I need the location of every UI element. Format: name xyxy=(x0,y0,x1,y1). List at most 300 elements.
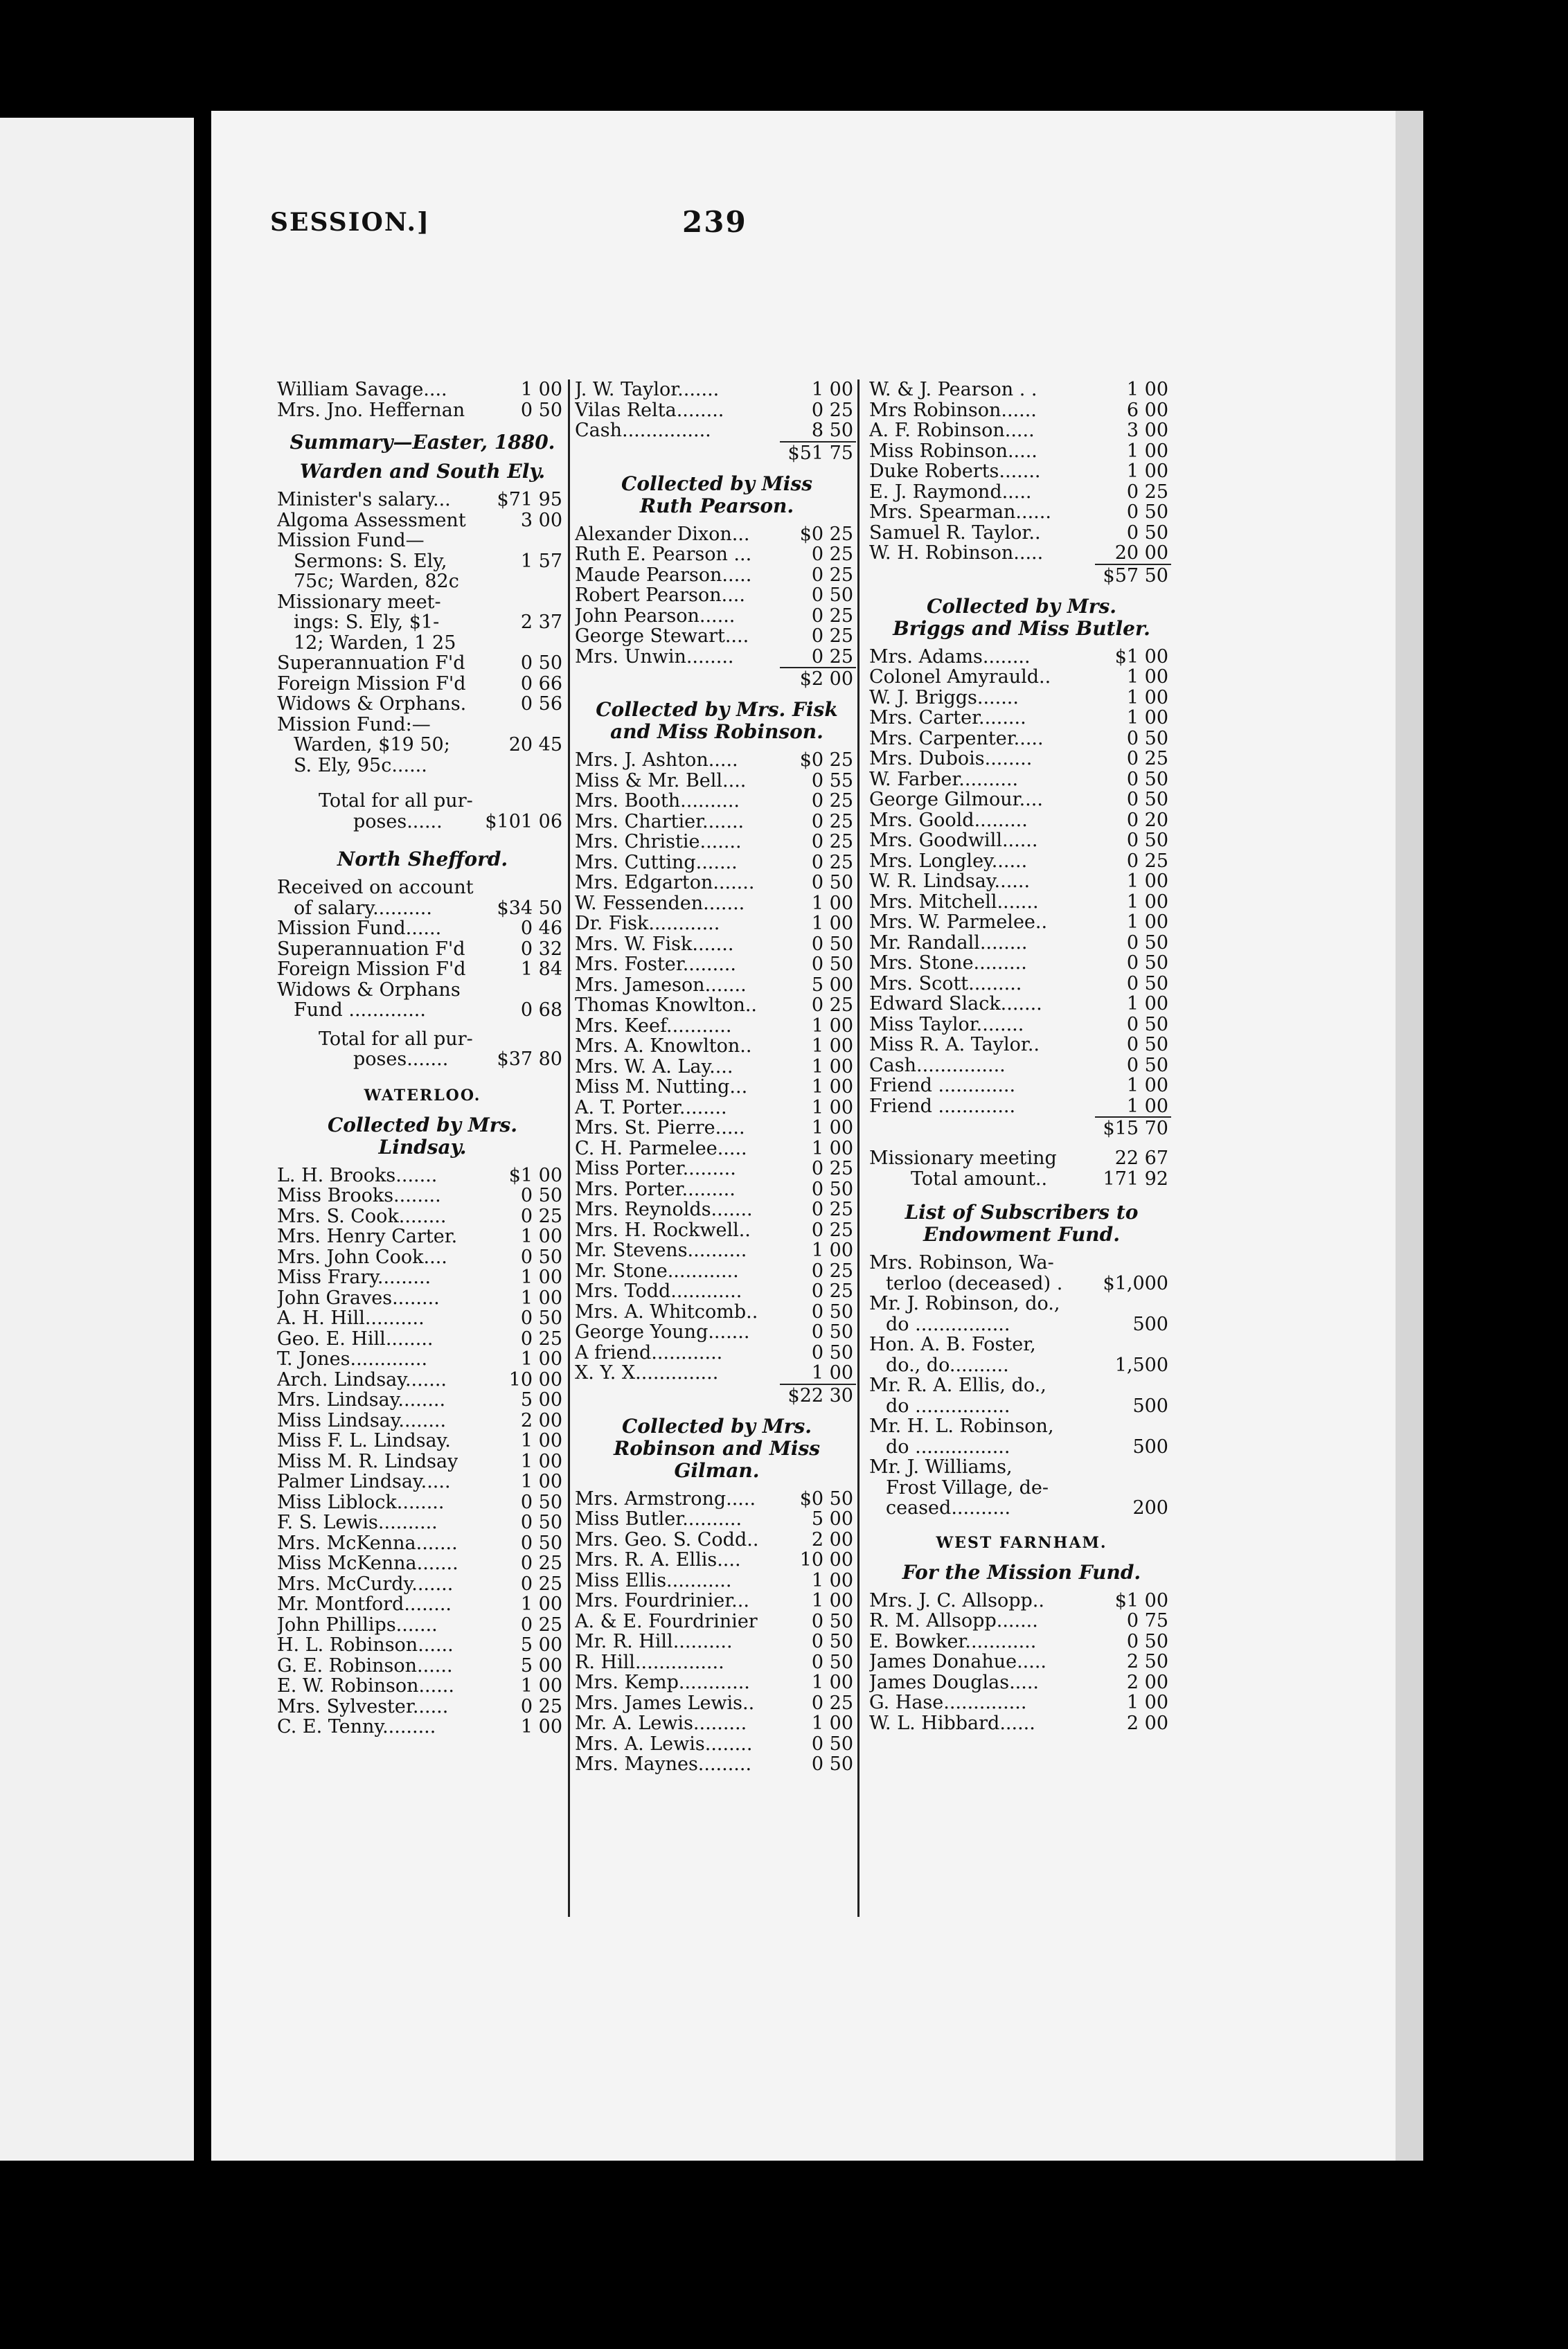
list-item xyxy=(277,592,568,613)
entry-amount: 0 50 xyxy=(520,399,562,421)
list-item xyxy=(575,1016,859,1037)
list-item xyxy=(575,1363,859,1384)
entry-name: Frost Village, de- xyxy=(886,1477,1049,1498)
list-item xyxy=(575,1138,859,1159)
entry-name: Vilas Relta........ xyxy=(575,400,724,420)
entry-name: Mrs. Kemp............ xyxy=(575,1672,750,1693)
entry-amount: 1 00 xyxy=(811,1137,853,1159)
entry-amount: 2 37 xyxy=(520,611,562,633)
list-item xyxy=(277,653,568,674)
entry-name: Mrs. McKenna....... xyxy=(277,1533,458,1553)
entry-amount: 1 00 xyxy=(811,1076,853,1098)
summary-heading: Summary—Easter, 1880. xyxy=(289,431,555,454)
list-item xyxy=(869,1314,1174,1335)
entry-name: Mrs. Unwin........ xyxy=(575,646,734,667)
entry-name: Mission Fund— xyxy=(277,530,425,551)
entry-amount: 1 00 xyxy=(520,1226,562,1247)
entry-name: Miss & Mr. Bell.... xyxy=(575,770,747,791)
entry-name: Miss Porter......... xyxy=(575,1159,736,1179)
list-item xyxy=(575,1530,859,1551)
entry-amount: 0 25 xyxy=(811,1158,853,1179)
entry-amount: 0 25 xyxy=(811,625,853,647)
entry-name: C. E. Tenny......... xyxy=(277,1717,436,1738)
entry-name: 75c; Warden, 82c xyxy=(294,571,459,592)
entry-amount: 1 00 xyxy=(1126,870,1168,892)
entry-name: Mrs. Jno. Heffernan xyxy=(277,400,465,420)
list-item xyxy=(869,1035,1174,1055)
entry-name: Mrs. Jameson....... xyxy=(575,974,747,995)
entry-name: Mrs. J. Ashton..... xyxy=(575,750,738,771)
entry-amount: 0 50 xyxy=(520,1246,562,1268)
gilman-list xyxy=(575,1489,859,1775)
list-item xyxy=(277,1247,568,1268)
entry-amount: 2 00 xyxy=(1126,1712,1168,1734)
list-item xyxy=(575,1611,859,1632)
entry-amount: 0 50 xyxy=(811,1178,853,1200)
list-item xyxy=(575,1591,859,1611)
list-item xyxy=(575,1734,859,1755)
list-item xyxy=(277,1186,568,1206)
entry-name: Mrs. Armstrong..... xyxy=(575,1488,756,1509)
entry-name: Alexander Dixon... xyxy=(575,524,750,544)
entry-amount: 0 50 xyxy=(1126,830,1168,851)
entry-name: R. M. Allsopp....... xyxy=(869,1611,1038,1632)
endowment-heading: List of Subscribers to Endowment Fund. xyxy=(905,1201,1139,1246)
entry-amount: 0 25 xyxy=(1126,850,1168,872)
list-item xyxy=(575,812,859,832)
entry-name: E. Bowker............ xyxy=(869,1631,1037,1652)
entry-amount: 500 xyxy=(1132,1436,1168,1458)
column-1 xyxy=(277,379,568,1738)
list-item xyxy=(277,1533,568,1554)
entry-name: do ................ xyxy=(886,1436,1010,1457)
pearson-total: $2 00 xyxy=(575,667,859,692)
entry-name: Received on account xyxy=(277,877,474,898)
list-item xyxy=(277,1512,568,1533)
entry-name: Palmer Lindsay..... xyxy=(277,1472,451,1492)
list-item xyxy=(277,1226,568,1247)
entry-amount: 0 25 xyxy=(811,605,853,627)
page-edge xyxy=(1396,111,1423,2161)
entry-name: A. F. Robinson..... xyxy=(869,420,1035,441)
entry-name: Mrs. W. Parmelee.. xyxy=(869,912,1048,933)
entry-name: Mrs. Maynes......... xyxy=(575,1754,752,1775)
farnham-list xyxy=(869,1591,1174,1734)
entry-name: Widows & Orphans xyxy=(277,979,461,1000)
entry-name: Mrs. Stone......... xyxy=(869,953,1027,974)
entry-amount: 1 00 xyxy=(1126,1692,1168,1713)
entry-name: W. J. Briggs....... xyxy=(869,687,1019,708)
entry-amount: 1 57 xyxy=(520,550,562,572)
entry-name: Colonel Amyrauld.. xyxy=(869,667,1051,688)
list-item xyxy=(869,1096,1174,1117)
entry-amount: $1 00 xyxy=(508,1164,562,1186)
list-item xyxy=(575,1261,859,1282)
list-item xyxy=(575,1713,859,1734)
entry-amount: 3 00 xyxy=(520,509,562,531)
entry-amount: 0 25 xyxy=(811,645,853,668)
entry-amount: 0 50 xyxy=(520,1491,562,1513)
entry-name: Miss McKenna....... xyxy=(277,1553,458,1574)
north-list xyxy=(277,877,568,1021)
list-item xyxy=(869,647,1174,668)
list-item xyxy=(575,647,859,668)
entry-name: Cash............... xyxy=(869,1055,1006,1075)
list-item xyxy=(277,1553,568,1574)
list-item xyxy=(575,1302,859,1323)
list-item xyxy=(277,1288,568,1309)
entry-name: Foreign Mission F'd xyxy=(277,959,466,980)
col3-top-list xyxy=(869,379,1174,564)
entry-amount: 0 50 xyxy=(811,1341,853,1364)
entry-amount: 0 46 xyxy=(520,918,562,939)
entry-amount: 0 50 xyxy=(811,1651,853,1673)
list-item xyxy=(277,400,568,421)
entry-name: H. L. Robinson...... xyxy=(277,1635,454,1656)
entry-name: Miss Butler.......... xyxy=(575,1509,742,1530)
list-item xyxy=(869,461,1174,482)
list-item xyxy=(869,892,1174,913)
entry-name: Miss M. R. Lindsay xyxy=(277,1451,458,1472)
entry-name: W. H. Robinson..... xyxy=(869,543,1044,564)
list-item xyxy=(277,612,568,633)
list-item xyxy=(869,441,1174,462)
entry-amount: 0 50 xyxy=(811,584,853,606)
col2-top-total: $51 75 xyxy=(575,441,859,466)
entry-name: Miss Frary......... xyxy=(277,1267,431,1288)
entry-name: George Gilmour.... xyxy=(869,789,1043,810)
entry-name: W. L. Hibbard...... xyxy=(869,1713,1035,1733)
entry-name: W. Fessenden....... xyxy=(575,893,745,913)
entry-amount: 1 00 xyxy=(520,1430,562,1452)
entry-name: 12; Warden, 1 25 xyxy=(294,632,456,653)
list-item xyxy=(575,852,859,873)
entry-name: Mrs. Lindsay........ xyxy=(277,1390,446,1411)
entry-name: S. Ely, 95c...... xyxy=(294,755,427,776)
entry-amount: 5 00 xyxy=(811,974,853,996)
entry-name: George Stewart.... xyxy=(575,626,749,647)
entry-amount: 5 00 xyxy=(811,1508,853,1530)
list-item xyxy=(869,810,1174,831)
list-item xyxy=(575,1118,859,1138)
list-item xyxy=(575,1632,859,1652)
list-item xyxy=(869,1478,1174,1499)
entry-name: Mrs. A. Knowlton.. xyxy=(575,1036,752,1057)
entry-name: Mrs. Henry Carter. xyxy=(277,1226,458,1247)
fisk-list xyxy=(575,750,859,1384)
entry-name: Mission Fund:— xyxy=(277,714,431,735)
list-item xyxy=(277,1370,568,1391)
entry-amount: 0 50 xyxy=(1126,1054,1168,1076)
entry-amount: 20 45 xyxy=(508,734,562,756)
entry-name: Mr. R. Hill.......... xyxy=(575,1632,733,1652)
list-item xyxy=(575,565,859,586)
entry-name: Mrs. St. Pierre..... xyxy=(575,1118,745,1138)
entry-name: Geo. E. Hill........ xyxy=(277,1328,434,1349)
entry-amount: 0 50 xyxy=(811,1733,853,1755)
entry-amount: 0 25 xyxy=(811,1692,853,1714)
list-item xyxy=(869,1632,1174,1652)
entry-name: Warden, $19 50; xyxy=(294,735,450,756)
entry-amount: 0 25 xyxy=(520,1328,562,1350)
entry-name: terloo (deceased) . xyxy=(886,1273,1063,1294)
entry-amount: 1 00 xyxy=(811,1590,853,1611)
list-item xyxy=(869,1075,1174,1096)
entry-name: Mrs. Todd............ xyxy=(575,1281,742,1302)
entry-amount: 0 25 xyxy=(811,1260,853,1282)
entry-name: Hon. A. B. Foster, xyxy=(869,1334,1036,1355)
entry-amount: 0 25 xyxy=(811,544,853,565)
entry-name: Samuel R. Taylor.. xyxy=(869,522,1041,543)
list-item xyxy=(575,791,859,812)
entry-amount: 0 50 xyxy=(811,1301,853,1323)
entry-amount: 0 50 xyxy=(520,1307,562,1329)
entry-name: Mrs. A. Whitcomb.. xyxy=(575,1301,758,1322)
entry-name: Mr. R. A. Ellis, do., xyxy=(869,1375,1046,1396)
list-item xyxy=(575,995,859,1016)
list-item xyxy=(277,530,568,551)
list-item xyxy=(277,877,568,898)
total-amount: Total amount.. 171 92 xyxy=(911,1168,1168,1190)
waterloo-heading: WATERLOO. xyxy=(364,1086,481,1105)
entry-name: Miss Ellis........... xyxy=(575,1570,732,1591)
entry-name: G. E. Robinson...... xyxy=(277,1655,453,1676)
entry-name: Dr. Fisk............ xyxy=(575,913,720,934)
entry-amount: 200 xyxy=(1132,1497,1168,1519)
list-item xyxy=(575,873,859,893)
entry-name: William Savage.... xyxy=(277,379,447,400)
entry-amount: 0 50 xyxy=(811,933,853,955)
list-item xyxy=(869,1334,1174,1355)
entry-name: Missionary meet- xyxy=(277,591,441,612)
entry-name: E. J. Raymond..... xyxy=(869,481,1032,502)
entry-name: Miss Brooks........ xyxy=(277,1186,441,1206)
list-item xyxy=(575,1098,859,1118)
entry-amount: 0 20 xyxy=(1126,809,1168,831)
list-item xyxy=(869,933,1174,954)
entry-name: Mrs. Geo. S. Codd.. xyxy=(575,1529,759,1550)
entry-amount: 20 00 xyxy=(1114,542,1168,564)
entry-name: ceased.......... xyxy=(886,1498,1011,1519)
entry-amount: 0 25 xyxy=(520,1573,562,1595)
entry-amount: 0 66 xyxy=(520,672,562,695)
entry-name: Arch. Lindsay....... xyxy=(277,1369,447,1390)
entry-amount: 1 00 xyxy=(811,1035,853,1057)
list-item xyxy=(277,1697,568,1717)
entry-amount: 0 50 xyxy=(811,1753,853,1775)
list-item xyxy=(277,1308,568,1329)
entry-amount: 0 25 xyxy=(811,994,853,1016)
list-item xyxy=(869,769,1174,790)
entry-amount: 5 00 xyxy=(520,1654,562,1677)
entry-name: W. R. Lindsay...... xyxy=(869,871,1031,892)
entry-amount: 0 25 xyxy=(520,1695,562,1717)
list-item xyxy=(869,400,1174,421)
entry-name: A. & E. Fourdrinier xyxy=(575,1611,758,1632)
fisk-heading: Collected by Mrs. Fisk and Miss Robinson. xyxy=(596,698,838,743)
list-item xyxy=(575,1754,859,1775)
entry-name: Mrs. Foster......... xyxy=(575,954,736,975)
entry-name: Mrs. Mitchell....... xyxy=(869,891,1039,912)
list-item xyxy=(575,1159,859,1179)
entry-name: Mrs. Booth.......... xyxy=(575,791,740,812)
list-item xyxy=(277,1411,568,1431)
entry-amount: 0 25 xyxy=(811,1280,853,1302)
entry-amount: 0 25 xyxy=(520,1553,562,1574)
entry-amount: 0 25 xyxy=(811,851,853,873)
list-item xyxy=(277,1165,568,1186)
entry-amount: 1 00 xyxy=(1126,461,1168,482)
list-item xyxy=(277,1206,568,1227)
entry-amount: 0 25 xyxy=(811,810,853,832)
total-all-purposes-2: poses....... $37 80 xyxy=(353,1048,562,1070)
list-item xyxy=(277,510,568,531)
list-item xyxy=(575,832,859,852)
fisk-total: $22 30 xyxy=(575,1384,859,1409)
entry-amount: 1 00 xyxy=(811,913,853,934)
list-item xyxy=(277,735,568,756)
entry-amount: 2 00 xyxy=(811,1528,853,1551)
entry-name: Friend ............. xyxy=(869,1096,1016,1116)
entry-amount: 5 00 xyxy=(520,1389,562,1411)
entry-name: A friend............ xyxy=(575,1342,723,1363)
entry-amount: 0 25 xyxy=(811,790,853,812)
entry-amount: 1 00 xyxy=(811,1015,853,1037)
list-item xyxy=(277,674,568,695)
entry-name: John Pearson...... xyxy=(575,605,736,626)
entry-amount: 10 00 xyxy=(508,1368,562,1391)
entry-name: Mrs. Porter......... xyxy=(575,1179,736,1199)
entry-name: James Donahue..... xyxy=(869,1652,1046,1672)
entry-amount: 1 00 xyxy=(520,1287,562,1309)
list-item xyxy=(869,994,1174,1015)
list-item xyxy=(869,1611,1174,1632)
list-item xyxy=(575,771,859,792)
entry-name: L. H. Brooks....... xyxy=(277,1165,438,1186)
list-item xyxy=(277,715,568,735)
entry-amount: $1 00 xyxy=(1114,1589,1168,1611)
entry-name: Mrs. Scott......... xyxy=(869,973,1022,994)
entry-name: Mrs. John Cook.... xyxy=(277,1247,447,1267)
entry-amount: 1 00 xyxy=(811,1362,853,1384)
list-item xyxy=(277,756,568,776)
entry-amount: 2 00 xyxy=(1126,1671,1168,1693)
entry-amount: 1 00 xyxy=(811,1713,853,1734)
north-shefford-heading: North Shefford. xyxy=(337,848,508,870)
entry-amount: 2 50 xyxy=(1126,1651,1168,1672)
list-item xyxy=(575,1220,859,1241)
entry-amount: 0 50 xyxy=(811,1610,853,1632)
entry-name: A. T. Porter........ xyxy=(575,1097,727,1118)
entry-amount: 0 50 xyxy=(811,1321,853,1343)
entry-amount: 1 00 xyxy=(811,1569,853,1591)
entry-amount: 0 50 xyxy=(1126,501,1168,523)
list-item xyxy=(869,1015,1174,1035)
list-item xyxy=(575,1652,859,1673)
entry-amount: 1 00 xyxy=(520,1716,562,1738)
list-item xyxy=(277,980,568,1001)
list-item xyxy=(869,1274,1174,1294)
entry-amount: 1 00 xyxy=(520,1593,562,1615)
entry-name: Mr. Stevens.......... xyxy=(575,1240,747,1261)
entry-name: Cash............... xyxy=(575,420,711,441)
briggs-heading: Collected by Mrs. Briggs and Miss Butler. xyxy=(893,594,1150,640)
list-item xyxy=(869,1396,1174,1417)
entry-name: J. W. Taylor....... xyxy=(575,379,720,400)
list-item xyxy=(277,1472,568,1492)
endowment-list xyxy=(869,1253,1174,1519)
entry-amount: $71 95 xyxy=(497,489,562,510)
entry-amount: 0 32 xyxy=(520,938,562,960)
warden-heading: Warden and South Ely. xyxy=(299,460,546,483)
entry-amount: 0 25 xyxy=(811,399,853,421)
briggs-list xyxy=(869,647,1174,1117)
entry-name: Mrs. H. Rockwell.. xyxy=(575,1220,751,1240)
list-item xyxy=(869,1253,1174,1274)
list-item xyxy=(575,524,859,545)
list-item xyxy=(575,893,859,914)
entry-amount: 0 50 xyxy=(1126,952,1168,974)
page-number: 239 xyxy=(682,205,747,239)
entry-name: Mrs. Carpenter..... xyxy=(869,728,1044,749)
entry-name: Fund ............. xyxy=(294,1000,426,1021)
entry-amount: 1 00 xyxy=(811,892,853,914)
entry-name: Miss Lindsay........ xyxy=(277,1410,447,1431)
list-item xyxy=(575,1509,859,1530)
entry-name: Foreign Mission F'd xyxy=(277,673,466,694)
list-item xyxy=(869,1652,1174,1672)
list-item xyxy=(575,1179,859,1200)
col1-top-list xyxy=(277,379,568,420)
list-item xyxy=(277,1329,568,1350)
entry-amount: 1 00 xyxy=(811,1117,853,1138)
entry-name: Mrs. Goodwill...... xyxy=(869,830,1038,851)
list-item xyxy=(575,1550,859,1571)
list-item xyxy=(277,898,568,919)
entry-amount: 0 50 xyxy=(520,1512,562,1533)
entry-amount: 0 68 xyxy=(520,999,562,1021)
entry-name: ings: S. Ely, $1- xyxy=(294,612,440,633)
entry-amount: 1 00 xyxy=(1126,379,1168,400)
entry-amount: 0 50 xyxy=(811,954,853,975)
list-item xyxy=(575,750,859,771)
list-item xyxy=(869,688,1174,708)
list-item xyxy=(277,1431,568,1452)
col3-top-total: $57 50 xyxy=(869,564,1174,589)
entry-amount: $1 00 xyxy=(1114,645,1168,668)
entry-name: Mrs. Spearman...... xyxy=(869,502,1051,523)
entry-name: Mrs. Reynolds....... xyxy=(575,1199,753,1220)
entry-amount: 0 50 xyxy=(811,1631,853,1652)
entry-name: Edward Slack....... xyxy=(869,994,1042,1015)
list-item xyxy=(869,543,1174,564)
entry-name: Mr. A. Lewis......... xyxy=(575,1713,747,1734)
entry-name: Mr. Montford........ xyxy=(277,1594,452,1615)
entry-name: Mr. H. L. Robinson, xyxy=(869,1416,1054,1437)
entry-amount: 0 25 xyxy=(1126,748,1168,769)
column-rule-1 xyxy=(568,379,570,1917)
list-item xyxy=(869,708,1174,729)
entry-name: Mission Fund...... xyxy=(277,918,442,939)
entry-amount: 0 50 xyxy=(1126,972,1168,994)
entry-amount: 0 25 xyxy=(520,1205,562,1227)
entry-name: Ruth E. Pearson ... xyxy=(575,544,752,565)
list-item xyxy=(869,830,1174,851)
entry-name: Thomas Knowlton.. xyxy=(575,995,758,1016)
entry-amount: 0 25 xyxy=(811,831,853,852)
mission-fund-heading: For the Mission Fund. xyxy=(902,1560,1141,1584)
entry-name: Mrs Robinson...... xyxy=(869,400,1037,420)
